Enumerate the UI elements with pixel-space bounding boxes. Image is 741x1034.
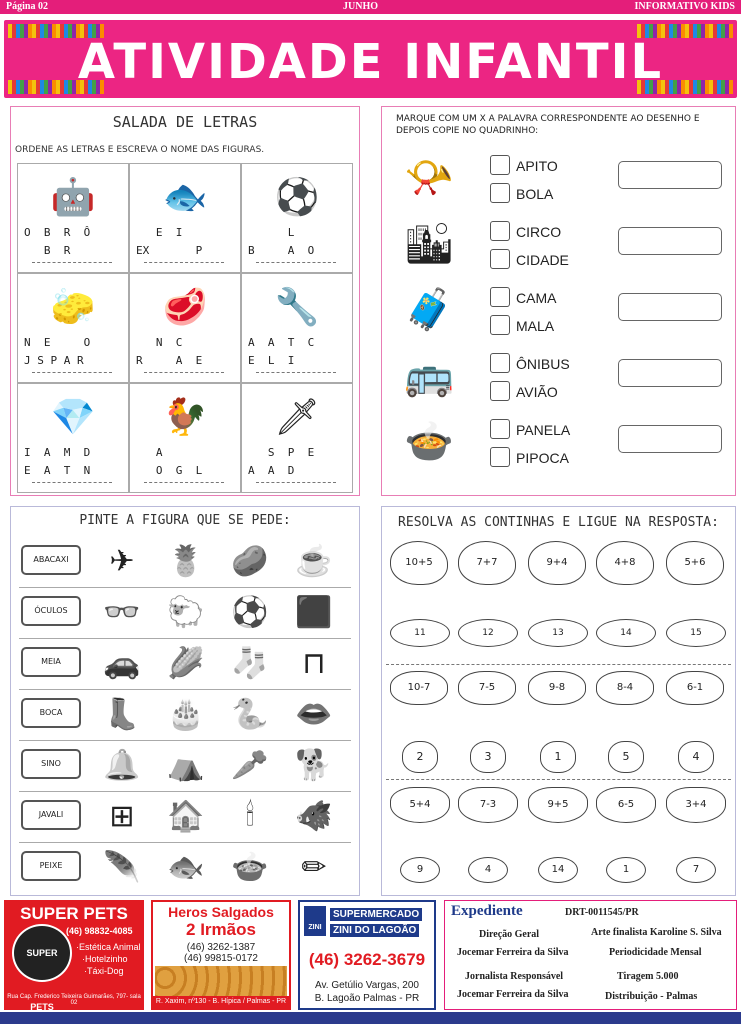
letters-row: B A O — [248, 244, 315, 257]
arte-finalista: Arte finalista Karoline S. Silva — [591, 927, 722, 938]
figure-icon[interactable]: 🥕 — [231, 748, 269, 782]
title-banner — [4, 20, 737, 98]
apple-answer[interactable]: 5 — [608, 741, 644, 773]
word-option: PIPOCA — [516, 450, 569, 466]
bird-sum[interactable]: 10+5 — [390, 541, 448, 585]
write-line[interactable] — [144, 372, 224, 373]
answer-box[interactable] — [618, 359, 722, 387]
brand: INFORMATIVO KIDS — [634, 1, 735, 12]
bowl-sum[interactable]: 3+4 — [666, 787, 726, 823]
figure-icon[interactable]: 🥔 — [231, 544, 269, 578]
figure-icon[interactable]: ⚽ — [231, 595, 269, 629]
write-line[interactable] — [144, 482, 224, 483]
bowl-sum[interactable]: 5+4 — [390, 787, 450, 823]
apple-answer[interactable]: 2 — [402, 741, 438, 773]
figure-icon[interactable]: ✏ — [301, 850, 327, 884]
word-option: CAMA — [516, 290, 557, 306]
pastries-image — [155, 966, 287, 996]
checkbox[interactable] — [490, 447, 510, 467]
heros-phone1: (46) 3262-1387 — [186, 942, 256, 953]
jornalista: Jornalista Responsável — [465, 971, 564, 982]
letters-row: E L I — [248, 354, 295, 367]
checkbox[interactable] — [490, 155, 510, 175]
tree-sum[interactable]: 6-1 — [666, 671, 724, 705]
word-tag: PEIXE — [21, 851, 81, 881]
divider — [19, 740, 351, 741]
salada-instruction: ORDENE AS LETRAS E ESCREVA O NOME DAS FIGURAS. — [15, 145, 265, 155]
nest-answer[interactable]: 11 — [390, 619, 450, 647]
tree-sum[interactable]: 10-7 — [390, 671, 448, 705]
salada-panel — [10, 106, 360, 496]
figure-icon[interactable]: 🚗 — [103, 646, 141, 680]
figure-icon[interactable]: 🐗 — [295, 799, 333, 833]
figure-icon[interactable]: 🪶 — [103, 850, 141, 884]
salada-cell — [17, 383, 129, 493]
heros-phone2: (46) 99815-0172 — [184, 953, 258, 964]
figure-icon[interactable]: 👄 — [295, 697, 333, 731]
figure-icon[interactable]: 🧦 — [231, 646, 269, 680]
figure-icon[interactable]: 🐑 — [167, 595, 205, 629]
bowl-sum[interactable]: 7-3 — [458, 787, 518, 823]
word-tag: JAVALI — [21, 800, 81, 830]
page-title: ATIVIDADE INFANTIL — [77, 34, 664, 90]
letters-row: N C — [136, 336, 183, 349]
nest-answer[interactable]: 13 — [528, 619, 588, 647]
divider — [386, 664, 731, 665]
word-option: CIDADE — [516, 252, 569, 268]
word-option: BOLA — [516, 186, 554, 202]
figure-icon[interactable]: ☕ — [295, 544, 333, 578]
figure-icon[interactable]: 🐕 — [295, 748, 333, 782]
month: JUNHO — [343, 1, 378, 12]
word-option: CIRCO — [516, 224, 562, 240]
letters-row: B R — [24, 244, 91, 257]
city-icon: 🏙 — [403, 221, 455, 266]
bird-sum[interactable]: 4+8 — [596, 541, 654, 585]
answer-box[interactable] — [618, 161, 722, 189]
tiragem: Tiragem 5.000 — [617, 971, 679, 982]
figure-icon[interactable]: 🕯 — [245, 799, 255, 832]
word-tag: BOCA — [21, 698, 81, 728]
divider — [19, 842, 351, 843]
pets-line2: ·Hotelzinho — [82, 954, 128, 964]
figure-icon[interactable]: 👢 — [103, 697, 141, 731]
answer-box[interactable] — [618, 227, 722, 255]
pot-icon: 🍲 — [404, 419, 454, 464]
bird-sum[interactable]: 7+7 — [458, 541, 516, 585]
letters-row: I A M D — [24, 446, 91, 459]
pinte-panel — [10, 506, 360, 896]
salada-cell — [17, 163, 129, 273]
zini-phone: (46) 3262-3679 — [308, 950, 426, 969]
checkbox[interactable] — [490, 353, 510, 373]
periodicidade: Periodicidade Mensal — [609, 947, 702, 958]
sponge-icon: 🧽 — [50, 286, 96, 327]
letters-row: E I — [136, 226, 183, 239]
figure-icon[interactable]: 🌽 — [167, 646, 205, 680]
direcao-nome: Jocemar Ferreira da Silva — [457, 947, 569, 958]
page-number: Página 02 — [6, 1, 48, 12]
salada-cell — [129, 163, 241, 273]
checkbox[interactable] — [490, 419, 510, 439]
steak-icon: 🥩 — [162, 286, 208, 327]
figure-icon[interactable]: ✈ — [109, 544, 135, 578]
word-tag: ABACAXI — [21, 545, 81, 575]
letters-row: J S P A R — [24, 354, 84, 367]
bird-sum[interactable]: 9+4 — [528, 541, 586, 585]
pets-name: SUPER PETS — [20, 904, 128, 923]
write-line[interactable] — [144, 262, 224, 263]
bird-sum[interactable]: 5+6 — [666, 541, 724, 585]
pets-phone: (46) 98832-4085 — [66, 926, 133, 936]
heros-sub: 2 Irmãos — [186, 920, 256, 939]
write-line[interactable] — [256, 372, 336, 373]
figure-icon[interactable]: 🐟 — [167, 850, 205, 884]
ball-icon: ⚽ — [274, 176, 320, 217]
word-tag: MEIA — [21, 647, 81, 677]
expediente-box — [444, 900, 737, 1010]
bowl-sum[interactable]: 9+5 — [528, 787, 588, 823]
checkbox[interactable] — [490, 249, 510, 269]
salada-cell — [241, 383, 353, 493]
letters-row: R A E — [136, 354, 203, 367]
figure-icon[interactable]: 🔔 — [103, 748, 141, 782]
letters-row: A — [136, 446, 163, 459]
ad-heros-salgados — [151, 900, 291, 1010]
contas-panel — [381, 506, 736, 896]
fish-answer[interactable]: 7 — [676, 857, 716, 883]
letters-row: A A D — [248, 464, 295, 477]
salada-cell — [129, 383, 241, 493]
rooster-icon: 🐓 — [162, 396, 208, 437]
marque-instruction: MARQUE COM UM X A PALAVRA CORRESPONDENTE AO DESENHO E DEPOIS COPIE NO QUADRINHO: — [396, 114, 700, 136]
write-line[interactable] — [32, 262, 112, 263]
write-line[interactable] — [32, 372, 112, 373]
letters-row: E A T N — [24, 464, 91, 477]
word-option: APITO — [516, 158, 558, 174]
zini-logo: ZINI — [304, 906, 326, 936]
contas-title: RESOLVA AS CONTINHAS E LIGUE NA RESPOSTA: — [398, 515, 719, 530]
write-line[interactable] — [256, 262, 336, 263]
write-line[interactable] — [32, 482, 112, 483]
bus-icon: 🚌 — [404, 353, 454, 398]
figure-icon[interactable]: ⬛ — [295, 595, 333, 629]
answer-box[interactable] — [618, 425, 722, 453]
tree-sum[interactable]: 7-5 — [458, 671, 516, 705]
figure-icon[interactable]: 🍲 — [231, 850, 269, 884]
heros-address: R. Xaxim, nº130 - B. Hípica / Palmas - PR — [153, 996, 289, 1008]
divider — [19, 638, 351, 639]
zini-line1: SUPERMERCADO — [330, 908, 422, 921]
figure-icon[interactable]: ⛺ — [167, 748, 205, 782]
divider — [19, 689, 351, 690]
expediente-drt: DRT-0011545/PR — [565, 907, 639, 918]
letters-row: A A T C — [248, 336, 315, 349]
divider — [19, 791, 351, 792]
salada-title: SALADA DE LETRAS — [112, 113, 258, 131]
letters-row: O B R Ô — [24, 226, 91, 239]
nest-answer[interactable]: 15 — [666, 619, 726, 647]
tree-sum[interactable]: 8-4 — [596, 671, 654, 705]
word-option: ÔNIBUS — [516, 356, 570, 372]
figure-icon[interactable]: ⊓ — [302, 646, 326, 680]
checkbox[interactable] — [490, 287, 510, 307]
word-tag: SINO — [21, 749, 81, 779]
sword-icon: 🗡 — [274, 396, 320, 437]
robot-icon: 🤖 — [50, 176, 96, 217]
checkbox[interactable] — [490, 183, 510, 203]
pets-line1: ·Estética Animal — [76, 942, 141, 952]
letters-row: L — [248, 226, 295, 239]
letters-row: N E O — [24, 336, 91, 349]
divider — [19, 587, 351, 588]
salada-cell — [17, 273, 129, 383]
bowl-sum[interactable]: 6-5 — [596, 787, 656, 823]
checkbox[interactable] — [490, 221, 510, 241]
fish-answer[interactable]: 1 — [606, 857, 646, 883]
write-line[interactable] — [256, 482, 336, 483]
pets-logo: SUPER PETS — [12, 924, 72, 982]
checkbox[interactable] — [490, 315, 510, 335]
zini-line2: ZINI DO LAGOÃO — [330, 924, 419, 937]
suitcase-icon: 🧳 — [404, 287, 454, 332]
figure-icon[interactable]: ⊞ — [109, 799, 135, 833]
heros-name: Heros Salgados — [168, 904, 274, 920]
letters-row: O G L — [136, 464, 203, 477]
nest-answer[interactable]: 14 — [596, 619, 656, 647]
answer-box[interactable] — [618, 293, 722, 321]
apple-answer[interactable]: 1 — [540, 741, 576, 773]
figure-icon[interactable]: 👓 — [103, 595, 141, 629]
ad-supermercado-zini — [298, 900, 436, 1010]
figure-icon[interactable]: 🐍 — [231, 697, 269, 731]
word-option: AVIÃO — [516, 384, 558, 400]
salada-cell — [241, 273, 353, 383]
pliers-icon: 🔧 — [274, 286, 320, 327]
direcao-geral: Direção Geral — [479, 929, 540, 940]
salada-cell — [129, 273, 241, 383]
apple-answer[interactable]: 3 — [470, 741, 506, 773]
figure-icon[interactable]: 🍍 — [167, 544, 205, 578]
distribuicao: Distribuição - Palmas — [605, 991, 698, 1002]
word-tag: ÓCULOS — [21, 596, 81, 626]
fish-answer[interactable]: 14 — [538, 857, 578, 883]
checkbox[interactable] — [490, 381, 510, 401]
jornalista-nome: Jocemar Ferreira da Silva — [457, 989, 569, 1000]
pets-address: Rua Cap. Frederico Teixeira Guimarães, 797- sala 02 — [7, 994, 141, 1006]
tree-sum[interactable]: 9-8 — [528, 671, 586, 705]
divider — [386, 779, 731, 780]
top-bar — [0, 0, 741, 14]
diamond-icon: 💎 — [50, 396, 96, 437]
letters-row: S P E — [248, 446, 315, 459]
word-option: PANELA — [516, 422, 571, 438]
bottom-bar — [0, 1012, 741, 1024]
figure-icon[interactable]: 🏠 — [167, 799, 205, 833]
ad-super-pets — [4, 900, 144, 1010]
pinte-title: PINTE A FIGURA QUE SE PEDE: — [79, 513, 291, 528]
salada-grid — [17, 163, 353, 491]
salada-cell — [241, 163, 353, 273]
fish-icon: 🐟 — [162, 176, 208, 217]
letters-row: EX P — [136, 244, 203, 257]
zini-addr1: Av. Getúlio Vargas, 200 — [315, 980, 419, 991]
pets-line3: ·Táxi-Dog — [84, 966, 124, 976]
marque-panel — [381, 106, 736, 496]
apple-answer[interactable]: 4 — [678, 741, 714, 773]
fish-answer[interactable]: 9 — [400, 857, 440, 883]
word-option: MALA — [516, 318, 555, 334]
zini-addr2: B. Lagoão Palmas - PR — [314, 993, 420, 1004]
figure-icon[interactable]: 🎂 — [167, 697, 205, 731]
expediente-title: Expediente — [451, 903, 523, 919]
nest-answer[interactable]: 12 — [458, 619, 518, 647]
whistle-icon: 📯 — [404, 155, 454, 200]
fish-answer[interactable]: 4 — [468, 857, 508, 883]
